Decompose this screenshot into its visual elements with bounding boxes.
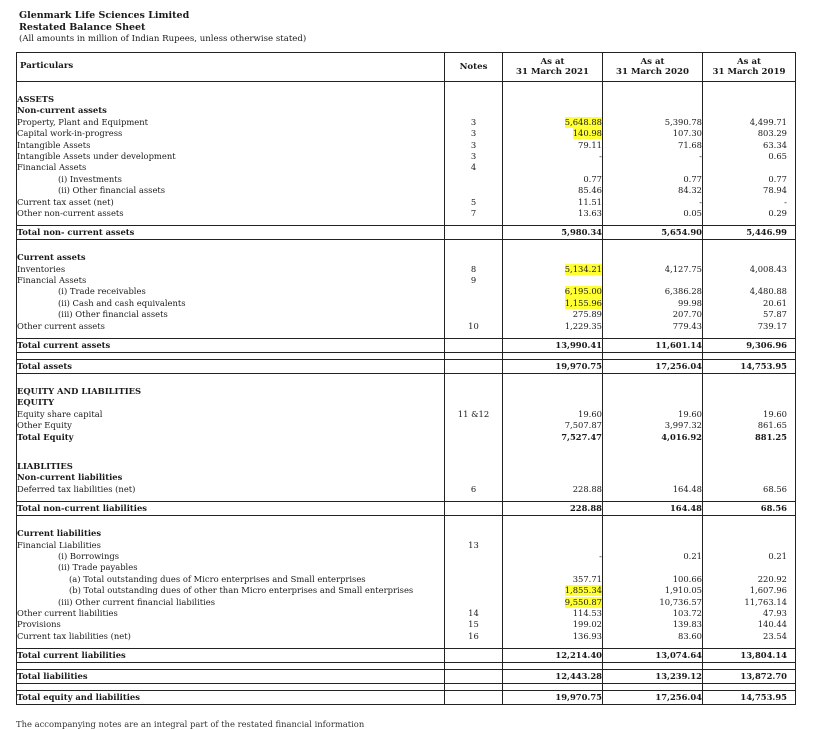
company-name: Glenmark Life Sciences Limited bbox=[19, 10, 190, 21]
row-value-v3: 57.87 bbox=[763, 309, 787, 320]
row-note bbox=[445, 562, 502, 573]
row-value-v2: 4,127.75 bbox=[664, 263, 702, 274]
row-value-v3: 68.56 bbox=[763, 483, 787, 494]
total-2019: 5,446.99 bbox=[703, 226, 796, 240]
total-row bbox=[17, 691, 796, 705]
row-label: Financial Assets bbox=[17, 162, 87, 173]
row-value-v2: 83.60 bbox=[678, 630, 702, 641]
row-note: 8 bbox=[470, 263, 477, 274]
total-2019: 13,804.14 bbox=[703, 649, 796, 663]
row-note bbox=[445, 309, 502, 320]
row-note bbox=[445, 432, 502, 443]
total-row bbox=[17, 649, 796, 663]
row-label: Current liabilities bbox=[17, 528, 102, 539]
total-notes bbox=[445, 691, 503, 705]
total-2019: 9,306.96 bbox=[703, 339, 796, 353]
total-notes bbox=[445, 226, 503, 240]
row-label: Non-current liabilities bbox=[17, 472, 123, 483]
value-2019-cell bbox=[703, 374, 796, 449]
total-notes bbox=[445, 339, 503, 353]
row-value-v2: 100.66 bbox=[672, 573, 702, 584]
row-label: Current tax liabilities (net) bbox=[17, 630, 131, 641]
row-value-v1: 199.02 bbox=[572, 619, 602, 630]
row-label: Provisions bbox=[17, 619, 61, 630]
row-label: Capital work-in-progress bbox=[17, 128, 123, 139]
row-value-v3: 140.44 bbox=[757, 619, 787, 630]
row-value-v2: 0.05 bbox=[683, 207, 702, 218]
row-value-v2: 19.60 bbox=[678, 408, 702, 419]
row-value-v3: 220.92 bbox=[757, 573, 787, 584]
row-note: 9 bbox=[470, 275, 477, 286]
row-value-v3: 0.65 bbox=[768, 150, 787, 161]
row-note: 15 bbox=[468, 619, 479, 630]
total-label: Total non- current assets bbox=[17, 226, 445, 240]
row-note bbox=[445, 286, 502, 297]
row-note: 10 bbox=[468, 320, 479, 331]
row-value-v2: 164.48 bbox=[672, 483, 702, 494]
col-2021-header: As at 31 March 2021 bbox=[503, 53, 603, 82]
row-value-v1: 9,550.87 bbox=[564, 596, 602, 607]
row-label: (b) Total outstanding dues of other than Micro enterprises and Small enterprises bbox=[69, 585, 414, 596]
row-label: Current assets bbox=[17, 252, 86, 263]
row-value-v1: 275.89 bbox=[572, 309, 602, 320]
total-2021: 12,443.28 bbox=[503, 670, 603, 684]
row-value-v1: 5,134.21 bbox=[564, 263, 602, 274]
row-value-v3: 19.60 bbox=[763, 408, 787, 419]
particulars-cell bbox=[17, 516, 445, 649]
row-value-v3: 1,607.96 bbox=[749, 585, 787, 596]
statement-title: Restated Balance Sheet bbox=[19, 22, 146, 33]
row-value-v1: 6,195.00 bbox=[564, 286, 602, 297]
row-value-v2: 0.77 bbox=[683, 173, 702, 184]
row-value-v3: 0.29 bbox=[768, 207, 787, 218]
section-block bbox=[17, 516, 796, 649]
value-2021-cell bbox=[503, 449, 603, 502]
row-value-v2: 99.98 bbox=[678, 297, 702, 308]
row-note: 13 bbox=[468, 539, 479, 550]
row-label: Current tax asset (net) bbox=[17, 196, 114, 207]
particulars-cell bbox=[17, 82, 445, 226]
value-2020-cell bbox=[603, 449, 703, 502]
row-label: Other current assets bbox=[17, 320, 105, 331]
total-2021: 13,990.41 bbox=[503, 339, 603, 353]
row-label: Inventories bbox=[17, 263, 66, 274]
value-2021-cell bbox=[503, 82, 603, 226]
row-value-v3: 47.93 bbox=[763, 607, 787, 618]
spacer-cell bbox=[17, 684, 445, 691]
row-value-v2: 779.43 bbox=[672, 320, 702, 331]
value-2020-cell bbox=[603, 82, 703, 226]
row-label: (ii) Other financial assets bbox=[58, 185, 166, 196]
row-value-v2: 207.70 bbox=[672, 309, 702, 320]
value-2020-cell bbox=[603, 516, 703, 649]
row-note: 3 bbox=[470, 128, 477, 139]
row-note: 5 bbox=[470, 196, 477, 207]
row-value-v3: 881.25 bbox=[754, 431, 787, 442]
row-value-v2: 71.68 bbox=[678, 139, 702, 150]
spacer-row bbox=[17, 353, 796, 360]
total-notes bbox=[445, 670, 503, 684]
value-2020-cell bbox=[603, 240, 703, 339]
particulars-cell bbox=[17, 449, 445, 502]
row-value-v1: - bbox=[599, 550, 602, 561]
footer-note: The accompanying notes are an integral part of the restated financial information bbox=[16, 719, 365, 729]
total-label: Total non-current liabilities bbox=[17, 502, 445, 516]
total-row bbox=[17, 502, 796, 516]
total-label: Total liabilities bbox=[17, 670, 445, 684]
spacer-cell bbox=[445, 353, 503, 360]
row-note bbox=[445, 597, 502, 608]
particulars-header: Particulars bbox=[17, 53, 445, 82]
row-value-v2: 0.21 bbox=[683, 550, 702, 561]
row-note: 16 bbox=[468, 630, 479, 641]
row-note bbox=[445, 105, 502, 116]
notes-header: Notes bbox=[445, 53, 503, 82]
row-value-v3: 0.21 bbox=[768, 550, 787, 561]
row-note: 6 bbox=[470, 483, 477, 494]
amount-note: (All amounts in million of Indian Rupees, unless otherwise stated) bbox=[19, 34, 307, 44]
row-value-v1: 5,648.88 bbox=[564, 116, 602, 127]
total-row bbox=[17, 360, 796, 374]
row-label: ASSETS bbox=[17, 94, 55, 104]
total-2021: 12,214.40 bbox=[503, 649, 603, 663]
spacer-row bbox=[17, 663, 796, 670]
value-2019-cell bbox=[703, 82, 796, 226]
total-2020: 5,654.90 bbox=[603, 226, 703, 240]
spacer-cell bbox=[703, 663, 796, 670]
row-note: 14 bbox=[468, 607, 479, 618]
row-value-v2: 3,997.32 bbox=[664, 420, 702, 431]
row-label: Other non-current assets bbox=[17, 207, 124, 218]
row-note bbox=[445, 94, 502, 105]
row-value-v1: 357.71 bbox=[572, 573, 602, 584]
total-2021: 5,980.34 bbox=[503, 226, 603, 240]
spacer-cell bbox=[503, 353, 603, 360]
col-2019-header: As at 31 March 2019 bbox=[703, 53, 796, 82]
row-value-v3: 4,480.88 bbox=[749, 286, 787, 297]
notes-cell bbox=[445, 374, 503, 449]
row-note: 7 bbox=[470, 207, 477, 218]
total-notes bbox=[445, 502, 503, 516]
row-value-v2: 84.32 bbox=[678, 185, 702, 196]
notes-cell bbox=[445, 516, 503, 649]
row-note bbox=[445, 472, 502, 483]
section-block bbox=[17, 240, 796, 339]
total-label: Total current liabilities bbox=[17, 649, 445, 663]
row-value-v3: 63.34 bbox=[763, 139, 787, 150]
row-value-v2: 107.30 bbox=[672, 128, 702, 139]
row-label: (ii) Trade payables bbox=[58, 562, 138, 573]
row-value-v1: 7,527.47 bbox=[561, 431, 602, 442]
row-label: (ii) Cash and cash equivalents bbox=[58, 297, 186, 308]
notes-cell bbox=[445, 240, 503, 339]
row-note: 3 bbox=[470, 139, 477, 150]
notes-cell bbox=[445, 449, 503, 502]
row-value-v1: 11.51 bbox=[578, 196, 602, 207]
row-note bbox=[445, 185, 502, 196]
row-value-v3: 0.77 bbox=[768, 173, 787, 184]
spacer-cell bbox=[503, 663, 603, 670]
row-value-v2: 103.72 bbox=[672, 607, 702, 618]
total-2019: 14,753.95 bbox=[703, 360, 796, 374]
row-value-v1: 114.53 bbox=[572, 607, 602, 618]
total-2021: 19,970.75 bbox=[503, 360, 603, 374]
row-value-v3: 739.17 bbox=[757, 320, 787, 331]
table-header-row bbox=[17, 53, 796, 82]
row-label: Non-current assets bbox=[17, 105, 107, 116]
row-value-v1: 19.60 bbox=[578, 408, 602, 419]
spacer-cell bbox=[503, 684, 603, 691]
row-label: Intangible Assets bbox=[17, 139, 91, 150]
total-label: Total equity and liabilities bbox=[17, 691, 445, 705]
row-value-v3: 803.29 bbox=[757, 128, 787, 139]
total-row bbox=[17, 670, 796, 684]
row-note bbox=[445, 461, 502, 472]
row-note bbox=[445, 386, 502, 397]
row-label: LIABLITIES bbox=[17, 460, 73, 471]
row-note bbox=[445, 420, 502, 431]
value-2021-cell bbox=[503, 240, 603, 339]
total-2020: 11,601.14 bbox=[603, 339, 703, 353]
row-value-v1: 1,155.96 bbox=[564, 297, 602, 308]
row-note bbox=[445, 528, 502, 539]
row-value-v1: 85.46 bbox=[578, 185, 602, 196]
total-2019: 68.56 bbox=[703, 502, 796, 516]
total-2021: 228.88 bbox=[503, 502, 603, 516]
total-label: Total current assets bbox=[17, 339, 445, 353]
row-note: 3 bbox=[470, 150, 477, 161]
row-value-v3: 4,499.71 bbox=[749, 116, 787, 127]
row-label: Financial Assets bbox=[17, 275, 87, 286]
row-note bbox=[445, 574, 502, 585]
row-note bbox=[445, 551, 502, 562]
balance-sheet-table bbox=[16, 52, 796, 705]
row-value-v1: 13.63 bbox=[578, 207, 602, 218]
row-value-v2: 6,386.28 bbox=[664, 286, 702, 297]
row-label: Intangible Assets under development bbox=[17, 150, 176, 161]
total-notes bbox=[445, 360, 503, 374]
particulars-cell bbox=[17, 240, 445, 339]
section-block bbox=[17, 82, 796, 226]
spacer-cell bbox=[703, 684, 796, 691]
total-notes bbox=[445, 649, 503, 663]
row-label: Financial Liabilities bbox=[17, 539, 101, 550]
value-2019-cell bbox=[703, 516, 796, 649]
row-label: EQUITY AND LIABILITIES bbox=[17, 386, 142, 397]
row-value-v2: - bbox=[699, 196, 702, 207]
row-value-v1: 1,855.34 bbox=[564, 585, 602, 596]
row-note bbox=[445, 397, 502, 408]
row-label: Total Equity bbox=[17, 431, 74, 442]
row-label: (i) Borrowings bbox=[58, 550, 120, 561]
row-note bbox=[445, 298, 502, 309]
particulars-cell bbox=[17, 374, 445, 449]
row-value-v2: 5,390.78 bbox=[664, 116, 702, 127]
section-block bbox=[17, 449, 796, 502]
row-value-v3: 78.94 bbox=[763, 185, 787, 196]
row-note bbox=[445, 174, 502, 185]
row-value-v1: 136.93 bbox=[572, 630, 602, 641]
value-2019-cell bbox=[703, 240, 796, 339]
row-value-v3: 23.54 bbox=[763, 630, 787, 641]
value-2021-cell bbox=[503, 374, 603, 449]
section-block bbox=[17, 374, 796, 449]
total-2021: 19,970.75 bbox=[503, 691, 603, 705]
row-value-v2: 1,910.05 bbox=[664, 585, 702, 596]
row-value-v1: 79.11 bbox=[578, 139, 602, 150]
row-value-v3: 20.61 bbox=[763, 297, 787, 308]
total-2019: 14,753.95 bbox=[703, 691, 796, 705]
row-label: (i) Investments bbox=[58, 173, 122, 184]
row-label: Property, Plant and Equipment bbox=[17, 116, 149, 127]
row-label: (i) Trade receivables bbox=[58, 286, 146, 297]
value-2020-cell bbox=[603, 374, 703, 449]
notes-cell bbox=[445, 82, 503, 226]
row-value-v1: 228.88 bbox=[572, 483, 602, 494]
row-label: Other Equity bbox=[17, 420, 72, 431]
spacer-cell bbox=[17, 663, 445, 670]
row-value-v1: 7,507.87 bbox=[564, 420, 602, 431]
spacer-cell bbox=[445, 684, 503, 691]
spacer-row bbox=[17, 684, 796, 691]
spacer-cell bbox=[17, 353, 445, 360]
row-note bbox=[445, 585, 502, 596]
row-label: (a) Total outstanding dues of Micro enterprises and Small enterprises bbox=[69, 573, 366, 584]
row-label: (iii) Other current financial liabilities bbox=[58, 596, 216, 607]
row-note: 11 &12 bbox=[457, 408, 490, 419]
row-label: Other current liabilities bbox=[17, 607, 118, 618]
total-row bbox=[17, 339, 796, 353]
row-value-v2: 4,016.92 bbox=[661, 431, 702, 442]
row-value-v3: 4,008.43 bbox=[749, 263, 787, 274]
row-label: (iii) Other financial assets bbox=[58, 309, 168, 320]
total-row bbox=[17, 226, 796, 240]
row-value-v1: - bbox=[599, 150, 602, 161]
total-label: Total assets bbox=[17, 360, 445, 374]
row-value-v3: - bbox=[784, 196, 787, 207]
total-2020: 17,256.04 bbox=[603, 691, 703, 705]
row-note: 3 bbox=[470, 116, 477, 127]
row-note bbox=[445, 252, 502, 263]
spacer-cell bbox=[603, 684, 703, 691]
total-2020: 13,074.64 bbox=[603, 649, 703, 663]
row-label: EQUITY bbox=[17, 397, 55, 408]
row-value-v2: 139.83 bbox=[672, 619, 702, 630]
total-2020: 164.48 bbox=[603, 502, 703, 516]
row-label: Deferred tax liabilities (net) bbox=[17, 483, 136, 494]
total-2020: 17,256.04 bbox=[603, 360, 703, 374]
row-value-v3: 861.65 bbox=[757, 420, 787, 431]
row-value-v2: - bbox=[699, 150, 702, 161]
total-2020: 13,239.12 bbox=[603, 670, 703, 684]
row-label: Equity share capital bbox=[17, 408, 103, 419]
row-note: 4 bbox=[470, 162, 477, 173]
row-value-v1: 1,229.35 bbox=[564, 320, 602, 331]
row-value-v2: 10,736.57 bbox=[659, 596, 702, 607]
spacer-cell bbox=[603, 663, 703, 670]
spacer-cell bbox=[703, 353, 796, 360]
spacer-cell bbox=[603, 353, 703, 360]
row-value-v3: 11,763.14 bbox=[744, 596, 787, 607]
col-2020-header: As at 31 March 2020 bbox=[603, 53, 703, 82]
value-2021-cell bbox=[503, 516, 603, 649]
row-value-v1: 0.77 bbox=[583, 173, 602, 184]
total-2019: 13,872.70 bbox=[703, 670, 796, 684]
spacer-cell bbox=[445, 663, 503, 670]
row-value-v1: 140.98 bbox=[572, 128, 602, 139]
value-2019-cell bbox=[703, 449, 796, 502]
